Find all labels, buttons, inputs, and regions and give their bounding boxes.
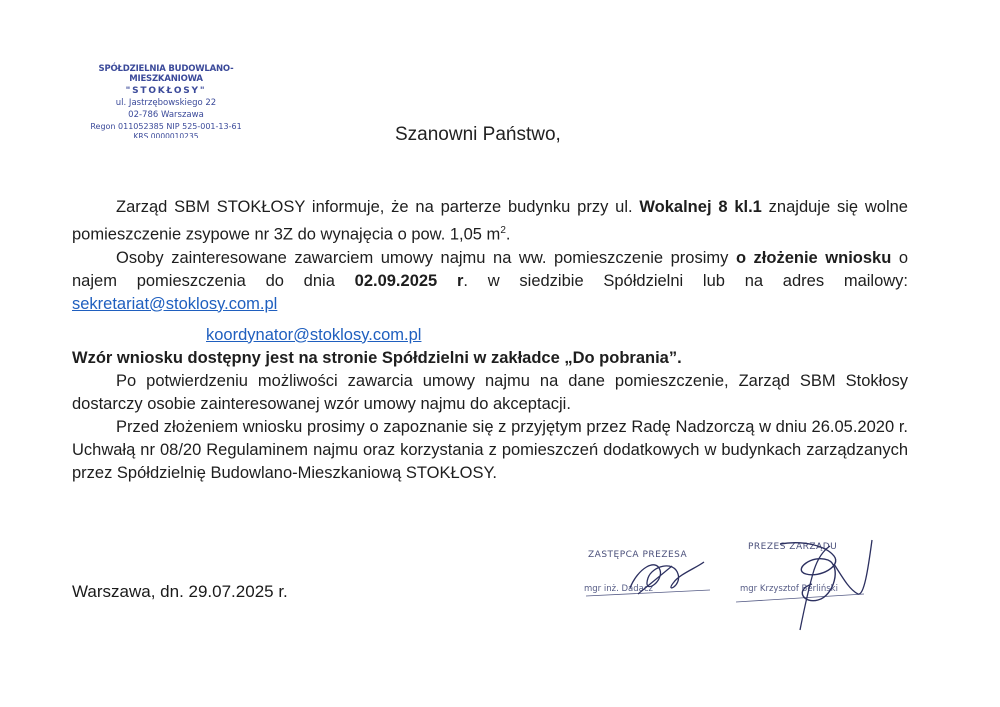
- signature-deputy-name: mgr inż. Dadacz: [584, 584, 653, 594]
- date-line: Warszawa, dn. 29.07.2025 r.: [72, 582, 288, 601]
- stamp-line-krs: KRS 0000010235: [133, 132, 199, 138]
- signature-deputy-title: ZASTĘPCA PREZESA: [588, 550, 688, 560]
- stamp-line-brand: "STOKŁOSY": [125, 86, 207, 96]
- p2-text-c: . w siedzibie Spółdzielni lub na adres mailowy:: [463, 271, 909, 290]
- email-link-secretariat[interactable]: sekretariat@stoklosy.com.pl: [72, 294, 278, 313]
- paragraph-2-email2: [72, 324, 908, 347]
- stamp-line-city: 02-786 Warszawa: [128, 110, 204, 120]
- p3-bold: Wzór wniosku dostępny jest na stronie Spółdzielni w zakładce „Do pobrania”.: [72, 348, 682, 367]
- signature-president: [734, 530, 894, 640]
- p1-text-c: .: [505, 225, 511, 244]
- p2-text-a: Osoby zainteresowane zawarciem umowy najmu na ww. pomieszczenie prosimy: [116, 248, 736, 267]
- paragraph-1: [72, 196, 908, 247]
- signature-president-name: mgr Krzysztof Berliński: [740, 584, 838, 594]
- stamp-line-street: ul. Jastrzębowskiego 22: [115, 98, 217, 108]
- email-link-coordinator[interactable]: koordynator@stoklosy.com.pl: [206, 325, 422, 344]
- p2-deadline: 02.09.2025 r: [354, 271, 464, 290]
- cooperative-stamp: [66, 64, 266, 138]
- signature-deputy: [578, 538, 738, 618]
- p1-text-a: Zarząd SBM STOKŁOSY informuje, że na parterze budynku przy ul.: [116, 198, 640, 216]
- paragraph-3: [72, 347, 908, 370]
- paragraph-2: [72, 247, 908, 316]
- paragraph-4: Po potwierdzeniu możliwości zawarcia umowy najmu na dane pomieszczenie, Zarząd SBM Stokłosy dostarczy osobie zainteresowanej wzór umowy najmu do akceptacji.: [72, 371, 908, 413]
- p1-address: Wokalnej 8 kl.1: [639, 198, 762, 216]
- p1-text-b: znajduje się wolne pomieszczenie zsypowe nr 3Z do wynajęcia o pow. 1,05 m: [72, 198, 908, 244]
- stamp-line-name: SPÓŁDZIELNIA BUDOWLANO-MIESZKANIOWA: [98, 64, 234, 84]
- p2-text-b: o najem pomieszczenia do dnia: [72, 248, 909, 290]
- stamp-line-ids: Regon 011052385 NIP 525-001-13-61: [90, 122, 242, 131]
- greeting: Szanowni Państwo,: [395, 124, 561, 145]
- letter-body: [72, 196, 908, 485]
- signature-president-title: PREZES ZARZĄDU: [748, 542, 838, 552]
- signature-deputy-scribble: [578, 538, 738, 618]
- paragraph-5: Przed złożeniem wniosku prosimy o zapoznanie się z przyjętym przez Radę Nadzorczą w dniu 26.05.2020 r. Uchwałą nr 08/20 Regulaminem najmu oraz korzystania z pomieszczeń dodatkowych w budynkach zarządzanych przez Spółdzielnię Budowlano-Mieszkaniową STOKŁOSY.: [72, 417, 908, 482]
- p2-bold-request: o złożenie wniosku: [735, 248, 892, 267]
- signature-president-scribble: [734, 530, 894, 640]
- p1-sup: 2: [500, 225, 506, 236]
